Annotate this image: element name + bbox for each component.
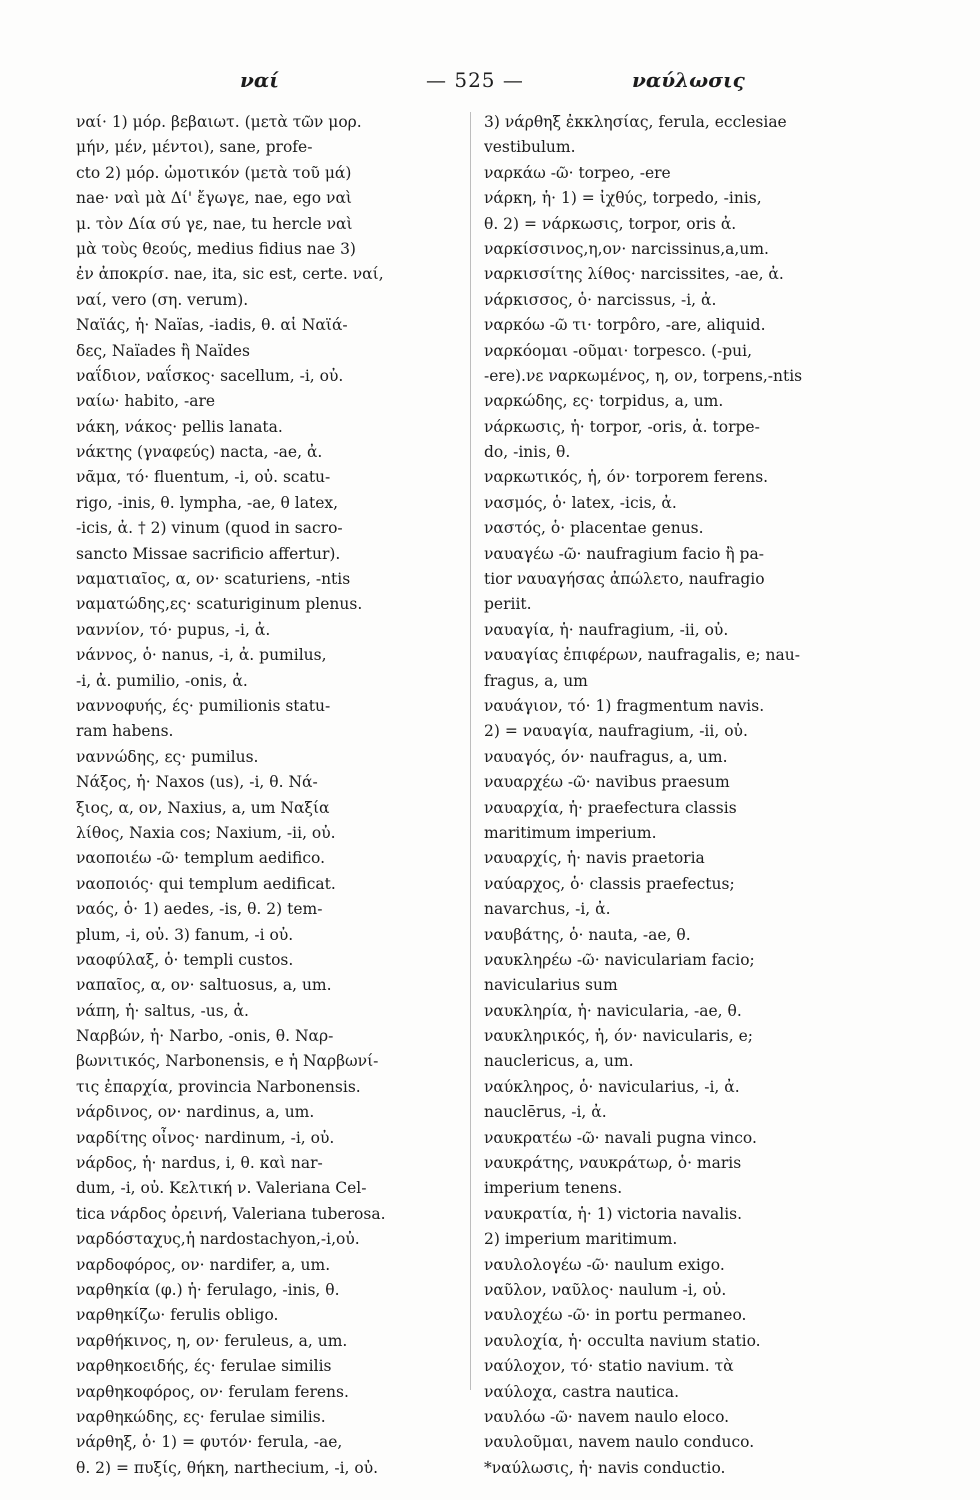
- entry-line: ναυάγιον, τό· 1) fragmentum navis.: [484, 696, 765, 715]
- entry-line: ναπαῖος, α, ον· saltuosus, a, um.: [76, 976, 332, 995]
- entry-line: ναρθήκινος, η, ον· feruleus, a, um.: [76, 1331, 348, 1350]
- entry-line: νάπη, ἡ· saltus, -us, ἀ.: [76, 1001, 249, 1020]
- entry-line: ναρκάω -ῶ· torpeo, -ere: [484, 163, 671, 182]
- entry-line: ναῦλον, ναῦλος· naulum -i, οὐ.: [484, 1280, 727, 1299]
- entry-line: νάρκωσις, ἡ· torpor, -oris, ἀ. torpe-: [484, 417, 760, 436]
- entry-line: navicularius sum: [484, 976, 618, 995]
- entry-line: ναοφύλαξ, ὁ· templi custos.: [76, 950, 294, 969]
- entry-line: ram habens.: [76, 722, 174, 741]
- entry-line: ναί· 1) μόρ. βεβαιωτ. (μετὰ τῶν μορ.: [76, 113, 362, 131]
- page-number: — 525 —: [426, 68, 524, 92]
- entry-line: ναυαγία, ἡ· naufragium, -ii, οὐ.: [484, 620, 729, 639]
- entry-line: ναστός, ὁ· placentae genus.: [484, 519, 704, 538]
- entry-line: nauclericus, a, um.: [484, 1052, 634, 1071]
- entry-line: ναρδίτης οἶνος· nardinum, -i, οὐ.: [76, 1128, 335, 1147]
- entry-line: ναννώδης, ες· pumilus.: [76, 747, 259, 766]
- entry-line: maritimum imperium.: [484, 823, 657, 842]
- entry-line: ναρκόομαι -οῦμαι· torpesco. (-pui,: [484, 341, 753, 360]
- entry-line: ναρκίσσινος,η,ον· narcissinus,a,um.: [484, 239, 769, 258]
- entry-line: ναννίον, τό· pupus, -i, ἀ.: [76, 620, 271, 639]
- entry-line: νάρθηξ, ὁ· 1) = φυτόν· ferula, -ae,: [76, 1433, 343, 1452]
- entry-line: ναυαγός, όν· naufragus, a, um.: [484, 747, 728, 766]
- entry-line: βωνιτικός, Narbonensis, e ἡ Ναρβωνί-: [76, 1052, 379, 1071]
- entry-line: -icis, ἀ. † 2) vinum (quod in sacro-: [76, 519, 343, 538]
- entry-line: ναρκωτικός, ἡ, όν· torporem ferens.: [484, 468, 769, 487]
- entry-line: ναίω· habito, -are: [76, 392, 216, 411]
- entry-line: νάρκη, ἡ· 1) = ἰχθύς, torpedo, -inis,: [484, 189, 762, 208]
- entry-line: Νάξος, ἡ· Naxos (us), -i, θ. Νά-: [76, 773, 318, 792]
- entry-line: ναύκληρος, ὁ· navicularius, -i, ἀ.: [484, 1077, 740, 1096]
- right-column: [484, 110, 874, 1481]
- entry-line: tior ναυαγήσας ἀπώλετο, naufragio: [484, 570, 765, 589]
- page-header: [0, 64, 980, 100]
- entry-line: ναυκληρία, ἡ· navicularia, -ae, θ.: [484, 1001, 742, 1020]
- entry-line: do, -inis, θ.: [484, 443, 571, 462]
- entry-line: μ. τὸν Δία σύ γε, nae, tu hercle ναὶ: [76, 214, 353, 233]
- entry-line: ναύαρχος, ὁ· classis praefectus;: [484, 874, 735, 893]
- entry-line: nae· ναὶ μὰ Δί' ἔγωγε, nae, ego ναὶ: [76, 189, 353, 208]
- entry-line: ναυαγίας ἐπιφέρων, naufragalis, e; nau-: [484, 646, 800, 665]
- entry-line: ναός, ὁ· 1) aedes, -is, θ. 2) tem-: [76, 900, 323, 919]
- entry-line: ναυαγέω -ῶ· naufragium facio ἢ pa-: [484, 544, 764, 563]
- entry-line: 2) imperium maritimum.: [484, 1230, 678, 1249]
- entry-line: ναρκόω -ῶ τι· torpôro, -are, aliquid.: [484, 316, 766, 335]
- entry-line: ναυλόω -ῶ· navem naulo eloco.: [484, 1407, 730, 1426]
- entry-line: ναυλοῦμαι, navem naulo conduco.: [484, 1433, 755, 1452]
- column-divider: [470, 112, 471, 1390]
- entry-line: ναυκληρικός, ἡ, όν· navicularis, e;: [484, 1027, 753, 1046]
- entry-line: plum, -i, οὐ. 3) fanum, -i οὐ.: [76, 925, 294, 944]
- entry-line: periit.: [484, 595, 532, 614]
- entry-line: ναοποιέω -ῶ· templum aedifico.: [76, 849, 326, 868]
- entry-line: ναυκρατία, ἡ· 1) victoria navalis.: [484, 1204, 743, 1223]
- entry-line: 2) = ναυαγία, naufragium, -ii, οὐ.: [484, 722, 748, 741]
- entry-line: ναρθηκοφόρος, ον· ferulam ferens.: [76, 1382, 349, 1401]
- entry-line: -ere).νε ναρκωμένος, η, ον, torpens,-ntis: [484, 366, 803, 385]
- entry-line: ναυβάτης, ὁ· nauta, -ae, θ.: [484, 925, 691, 944]
- entry-line: ναυαρχίς, ἡ· navis praetoria: [484, 849, 705, 868]
- entry-line: ναρθηκοειδής, ές· ferulae similis: [76, 1357, 332, 1376]
- entry-line: ἐν ἀποκρίσ. nae, ita, sic est, certe. ναί,: [76, 265, 384, 284]
- entry-line: ναυλολογέω -ῶ· naulum exigo.: [484, 1255, 725, 1274]
- entry-line: nauclērus, -i, ἀ.: [484, 1103, 607, 1122]
- entry-line: ναρθηκίζω· ferulis obligo.: [76, 1306, 279, 1325]
- entry-line: ναρκισσίτης λίθος· narcissites, -ae, ἀ.: [484, 265, 784, 284]
- entry-line: sancto Missae sacrificio affertur).: [76, 544, 341, 563]
- entry-line: θ. 2) = πυξίς, θήκη, narthecium, -i, οὐ.: [76, 1458, 379, 1477]
- entry-line: dum, -i, οὐ. Κελτική ν. Valeriana Cel-: [76, 1179, 367, 1198]
- entry-line: Ναρβών, ἡ· Narbo, -onis, θ. Ναρ-: [76, 1027, 334, 1046]
- entry-line: cto 2) μόρ. ὡμοτικόν (μετὰ τοῦ μά): [76, 163, 352, 182]
- entry-line: Ναϊάς, ἡ· Naïas, -iadis, θ. αἱ Ναϊά-: [76, 316, 348, 335]
- entry-line: ναύλοχα, castra nautica.: [484, 1382, 680, 1401]
- entry-line: imperium tenens.: [484, 1179, 623, 1198]
- entry-line: 3) νάρθηξ ἐκκλησίας, ferula, ecclesiae: [484, 113, 787, 131]
- entry-line: ναρκώδης, ες· torpidus, a, um.: [484, 392, 724, 411]
- entry-line: μὰ τοὺς θεούς, medius fidius nae 3): [76, 239, 356, 258]
- header-right-catchword: ναύλωσις: [632, 68, 745, 92]
- entry-line: ναυκληρέω -ῶ· naviculariam facio;: [484, 950, 755, 969]
- entry-line: ναματώδης,ες· scaturiginum plenus.: [76, 595, 363, 614]
- entry-line: ναρδοφόρος, ον· nardifer, a, um.: [76, 1255, 331, 1274]
- entry-line: νάκτης (γναφεύς) nacta, -ae, ἀ.: [76, 443, 323, 462]
- entry-line: ναυλοχία, ἡ· occulta navium statio.: [484, 1331, 761, 1350]
- entry-line: navarchus, -i, ἀ.: [484, 900, 611, 919]
- entry-line: νάκη, νάκος· pellis lanata.: [76, 417, 283, 436]
- entry-line: ναρθηκία (φ.) ἡ· ferulago, -inis, θ.: [76, 1280, 340, 1299]
- entry-line: ναννοφυής, ές· pumilionis statu-: [76, 696, 331, 715]
- entry-line: fragus, a, um: [484, 671, 588, 690]
- entry-line: ναματιαῖος, α, ον· scaturiens, -ntis: [76, 570, 351, 589]
- entry-line: μήν, μέν, μέντοι), sane, profe-: [76, 138, 313, 157]
- entry-line: νᾶμα, τό· fluentum, -i, οὐ. scatu-: [76, 468, 331, 487]
- entry-line: tica νάρδος ὀρεινή, Valeriana tuberosa.: [76, 1204, 386, 1223]
- entry-line: λίθος, Naxia cos; Naxium, -ii, οὐ.: [76, 823, 336, 842]
- entry-line: ναυαρχέω -ῶ· navibus praesum: [484, 773, 730, 792]
- entry-line: τις ἐπαρχία, provincia Narbonensis.: [76, 1077, 361, 1096]
- entry-line: ναυαρχία, ἡ· praefectura classis: [484, 798, 737, 817]
- entry-line: ναυκρατέω -ῶ· navali pugna vinco.: [484, 1128, 757, 1147]
- entry-line: νασμός, ὁ· latex, -icis, ἀ.: [484, 493, 677, 512]
- entry-line: δες, Naïades ἢ Naïdes: [76, 341, 250, 360]
- header-left-catchword: ναί: [240, 68, 279, 92]
- left-column: [76, 110, 466, 1481]
- entry-line: ναΐδιον, ναΐσκος· sacellum, -i, οὐ.: [76, 366, 344, 385]
- entry-line: νάρδινος, ον· nardinus, a, um.: [76, 1103, 315, 1122]
- entry-line: vestibulum.: [484, 138, 576, 157]
- entry-line: -i, ἀ. pumilio, -onis, ἀ.: [76, 671, 248, 690]
- entry-line: θ. 2) = νάρκωσις, torpor, oris ἀ.: [484, 214, 737, 233]
- entry-line: ναύλοχον, τό· statio navium. τὰ: [484, 1357, 734, 1376]
- entry-line: νάρδος, ἡ· nardus, i, θ. καὶ nar-: [76, 1154, 323, 1173]
- entry-line: ναυκράτης, ναυκράτωρ, ὁ· maris: [484, 1154, 742, 1173]
- entry-line: νάρκισσος, ὁ· narcissus, -i, ἀ.: [484, 290, 717, 309]
- entry-line: ναί, vero (ση. verum).: [76, 290, 249, 309]
- entry-line: ναρθηκώδης, ες· ferulae similis.: [76, 1407, 326, 1426]
- entry-line: ναρδόσταχυς,ἡ nardostachyon,-i,οὐ.: [76, 1230, 360, 1249]
- entry-line: *ναύλωσις, ἡ· navis conductio.: [484, 1458, 726, 1477]
- entry-line: rigo, -inis, θ. lympha, -ae, θ latex,: [76, 493, 339, 512]
- entry-line: νάννος, ὁ· nanus, -i, ἀ. pumilus,: [76, 646, 327, 665]
- entry-line: ναυλοχέω -ῶ· in portu permaneo.: [484, 1306, 747, 1325]
- entry-line: ναοποιός· qui templum aedificat.: [76, 874, 336, 893]
- entry-line: ξιος, α, ον, Naxius, a, um Ναξία: [76, 798, 330, 817]
